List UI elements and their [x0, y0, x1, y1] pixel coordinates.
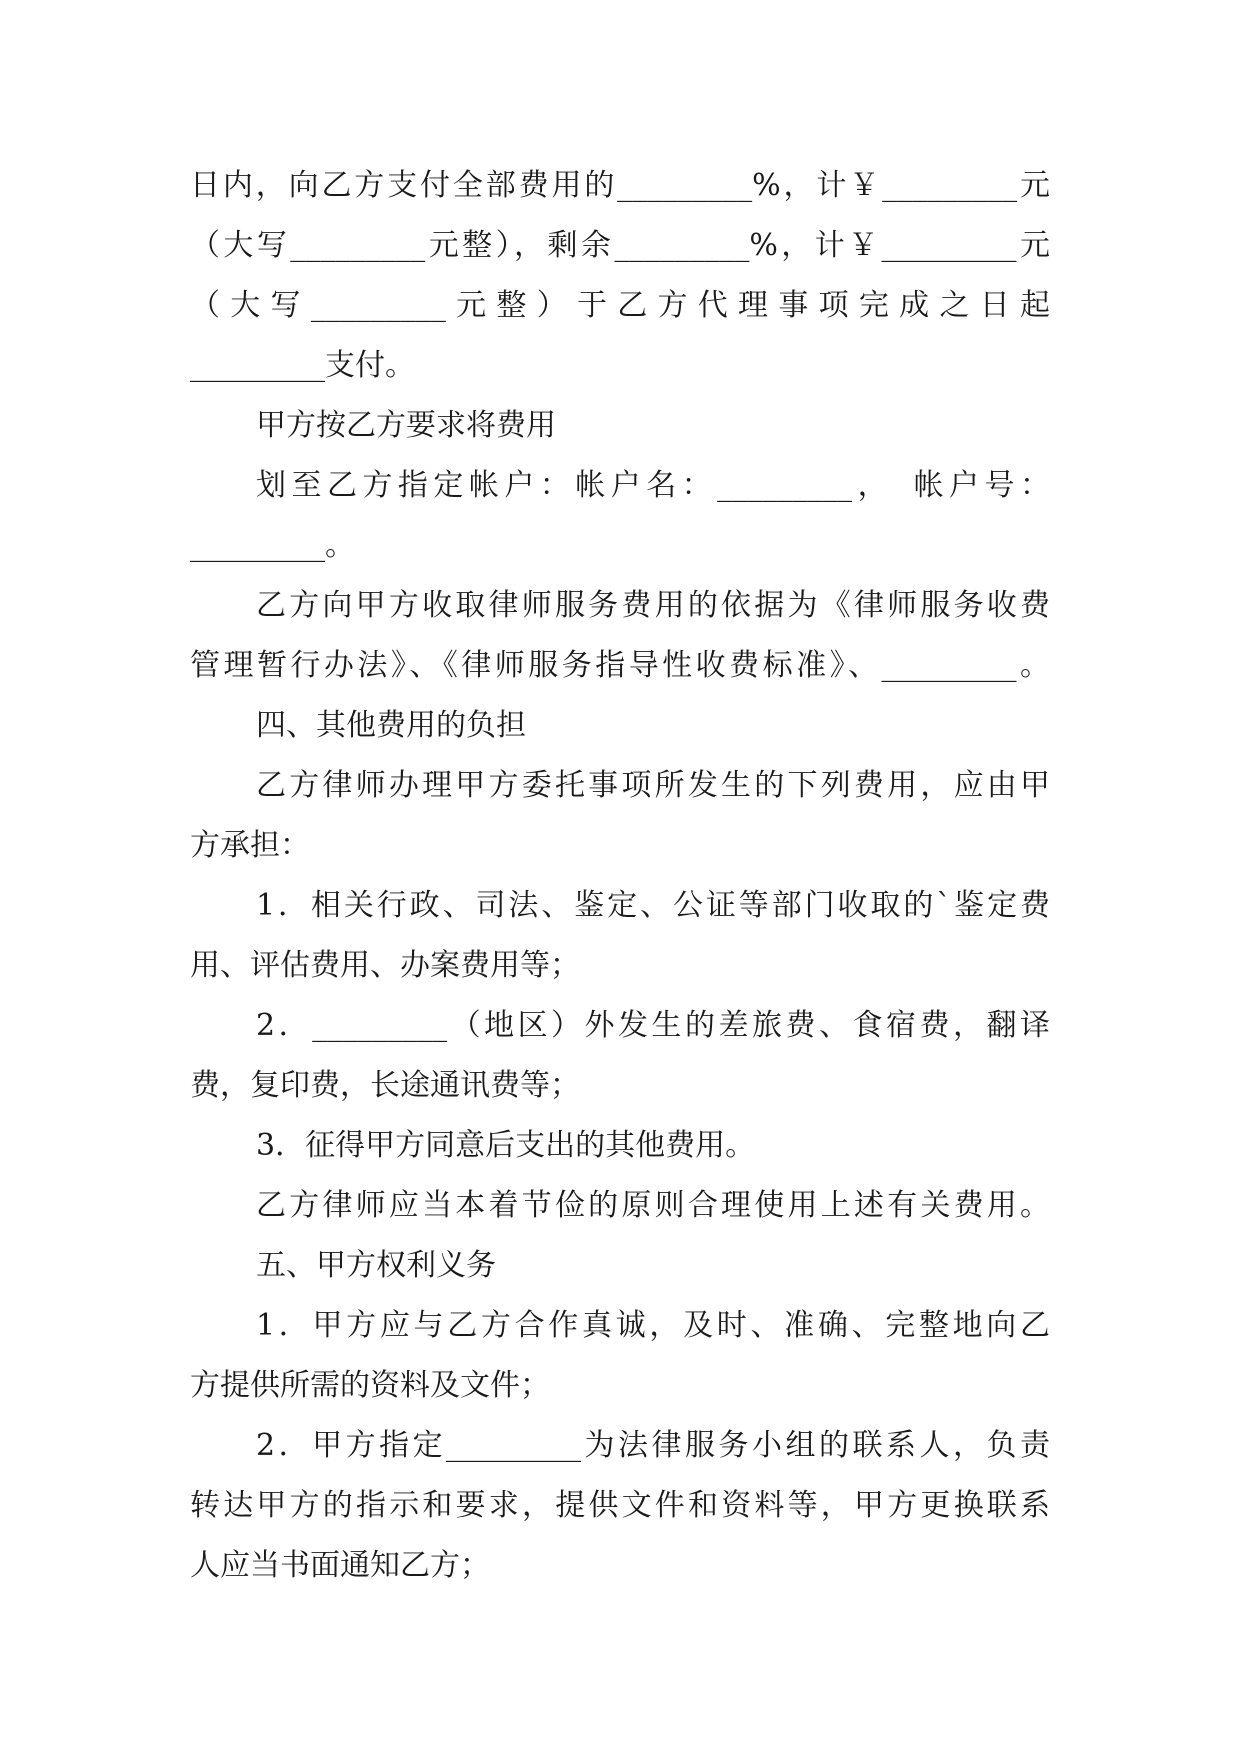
text-line: 乙方向甲方收取律师服务费用的依据为《律师服务收费 [256, 588, 1050, 623]
list-item: 1．相关行政、司法、鉴定、公证等部门收取的`鉴定费 [256, 888, 1050, 923]
section-heading: 四、其他费用的负担 [256, 708, 526, 743]
section-heading: 五、甲方权利义务 [256, 1248, 496, 1283]
text-line: 人应当书面通知乙方； [190, 1548, 490, 1583]
text-line: 转达甲方的指示和要求，提供文件和资料等，甲方更换联系 [190, 1488, 1050, 1523]
text-line: （大写_________元整），剩余_________%，计￥_________元 [190, 228, 1050, 263]
text-line: 方承担： [190, 828, 310, 863]
list-item: 2．甲方指定_________为法律服务小组的联系人，负责 [256, 1428, 1050, 1463]
text-line: 费，复印费，长途通讯费等； [190, 1068, 580, 1103]
text-line: 划至乙方指定帐户：帐户名：_________， 帐户号： [256, 468, 1050, 503]
text-line: 方提供所需的资料及文件； [190, 1368, 550, 1403]
text-line: 日内，向乙方支付全部费用的_________%，计￥_________元 [190, 168, 1050, 203]
text-line: _________支付。 [190, 348, 415, 383]
text-line: 甲方按乙方要求将费用 [256, 408, 556, 443]
list-item: 3．征得甲方同意后支出的其他费用。 [256, 1128, 756, 1163]
text-line: 乙方律师办理甲方委托事项所发生的下列费用，应由甲 [256, 768, 1050, 803]
text-line: 用、评估费用、办案费用等； [190, 948, 580, 983]
text-line: _________。 [190, 528, 355, 563]
text-line: 乙方律师应当本着节俭的原则合理使用上述有关费用。 [256, 1188, 1050, 1223]
text-line: （大写_________元整）于乙方代理事项完成之日起 [190, 288, 1050, 323]
text-line: 管理暂行办法》、《律师服务指导性收费标准》、_________。 [190, 648, 1050, 683]
list-item: 1．甲方应与乙方合作真诚，及时、准确、完整地向乙 [256, 1308, 1050, 1343]
list-item: 2．_________（地区）外发生的差旅费、食宿费，翻译 [256, 1008, 1050, 1043]
